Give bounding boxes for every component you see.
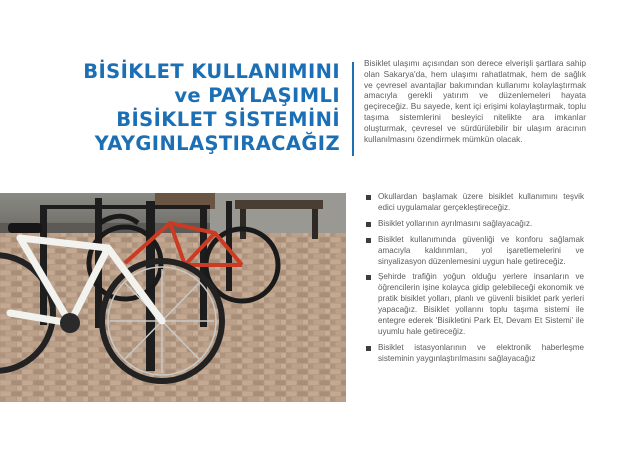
list-item bbox=[366, 343, 584, 365]
list-item-text: Şehirde trafiğin yoğun olduğu yerlere insanların ve öğrencilerin işine kolayca gidip gelebileceği ekonomik ve pratik bisiklet yolları, planlı ve güvenli bisiklet park yerleri yapacağız. Bisiklet yollarını toplu taşıma sistemi ile entegre ederek 'Bisikletini Park Et, Devam Et Sistemi' ile uyumlu hale getireceğiz. bbox=[378, 272, 584, 336]
list-item bbox=[366, 192, 584, 214]
list-item-text: Bisiklet yollarının ayrılmasını sağlayacağız. bbox=[378, 218, 533, 228]
bicycles-parked-photo bbox=[0, 193, 346, 402]
list-item-text: Okullardan başlamak üzere bisiklet kullanımını teşvik edici uygulamalar gerçekleştireceğiz. bbox=[378, 192, 584, 212]
title-line: ve PAYLAŞIMLI bbox=[174, 84, 340, 107]
title-line: BİSİKLET SİSTEMİNİ bbox=[116, 108, 340, 131]
list-item-text: Bisiklet istasyonlarının ve elektronik haberleşme sisteminin yaygınlaştırılmasını sağlayacağız bbox=[378, 342, 584, 363]
title-line: YAYGINLAŞTIRACAĞIZ bbox=[94, 132, 340, 155]
square-bullet-icon bbox=[366, 238, 371, 243]
list-item bbox=[366, 272, 584, 337]
intro-paragraph: Bisiklet ulaşımı açısından son derece elverişli şartlara sahip olan Sakarya'da, hem ulaşımı rahatlatmak, hem de sağlık ve çevresel avantajlar bakımından kullanımı kolaylaştırmak amacıyla gerekli yatırım ve düzenlemeleri hayata geçireceğiz. Bu sayede, kent içi erişimi kolaylaştırmak, toplu taşıma sistemlerini besleyici nitelikte ara imkanlar oluşturmak, çevresel ve sürdürülebilir bir ulaşım aracının kullanılmasını özendirmek mümkün olacak. bbox=[364, 58, 586, 144]
square-bullet-icon bbox=[366, 346, 371, 351]
page-title bbox=[40, 60, 340, 156]
list-item bbox=[366, 219, 584, 230]
bullet-list bbox=[366, 192, 584, 370]
square-bullet-icon bbox=[366, 275, 371, 280]
list-item-text: Bisiklet kullanımında güvenliği ve konforu sağlamak amacıyla kaldırımları, yol işaretlemelerini ve sinyalizasyon düzenlemesini uygun hale getireceğiz. bbox=[378, 234, 584, 266]
title-divider bbox=[352, 62, 354, 156]
title-line: BİSİKLET KULLANIMINI bbox=[83, 60, 340, 83]
square-bullet-icon bbox=[366, 222, 371, 227]
list-item bbox=[366, 235, 584, 268]
square-bullet-icon bbox=[366, 195, 371, 200]
